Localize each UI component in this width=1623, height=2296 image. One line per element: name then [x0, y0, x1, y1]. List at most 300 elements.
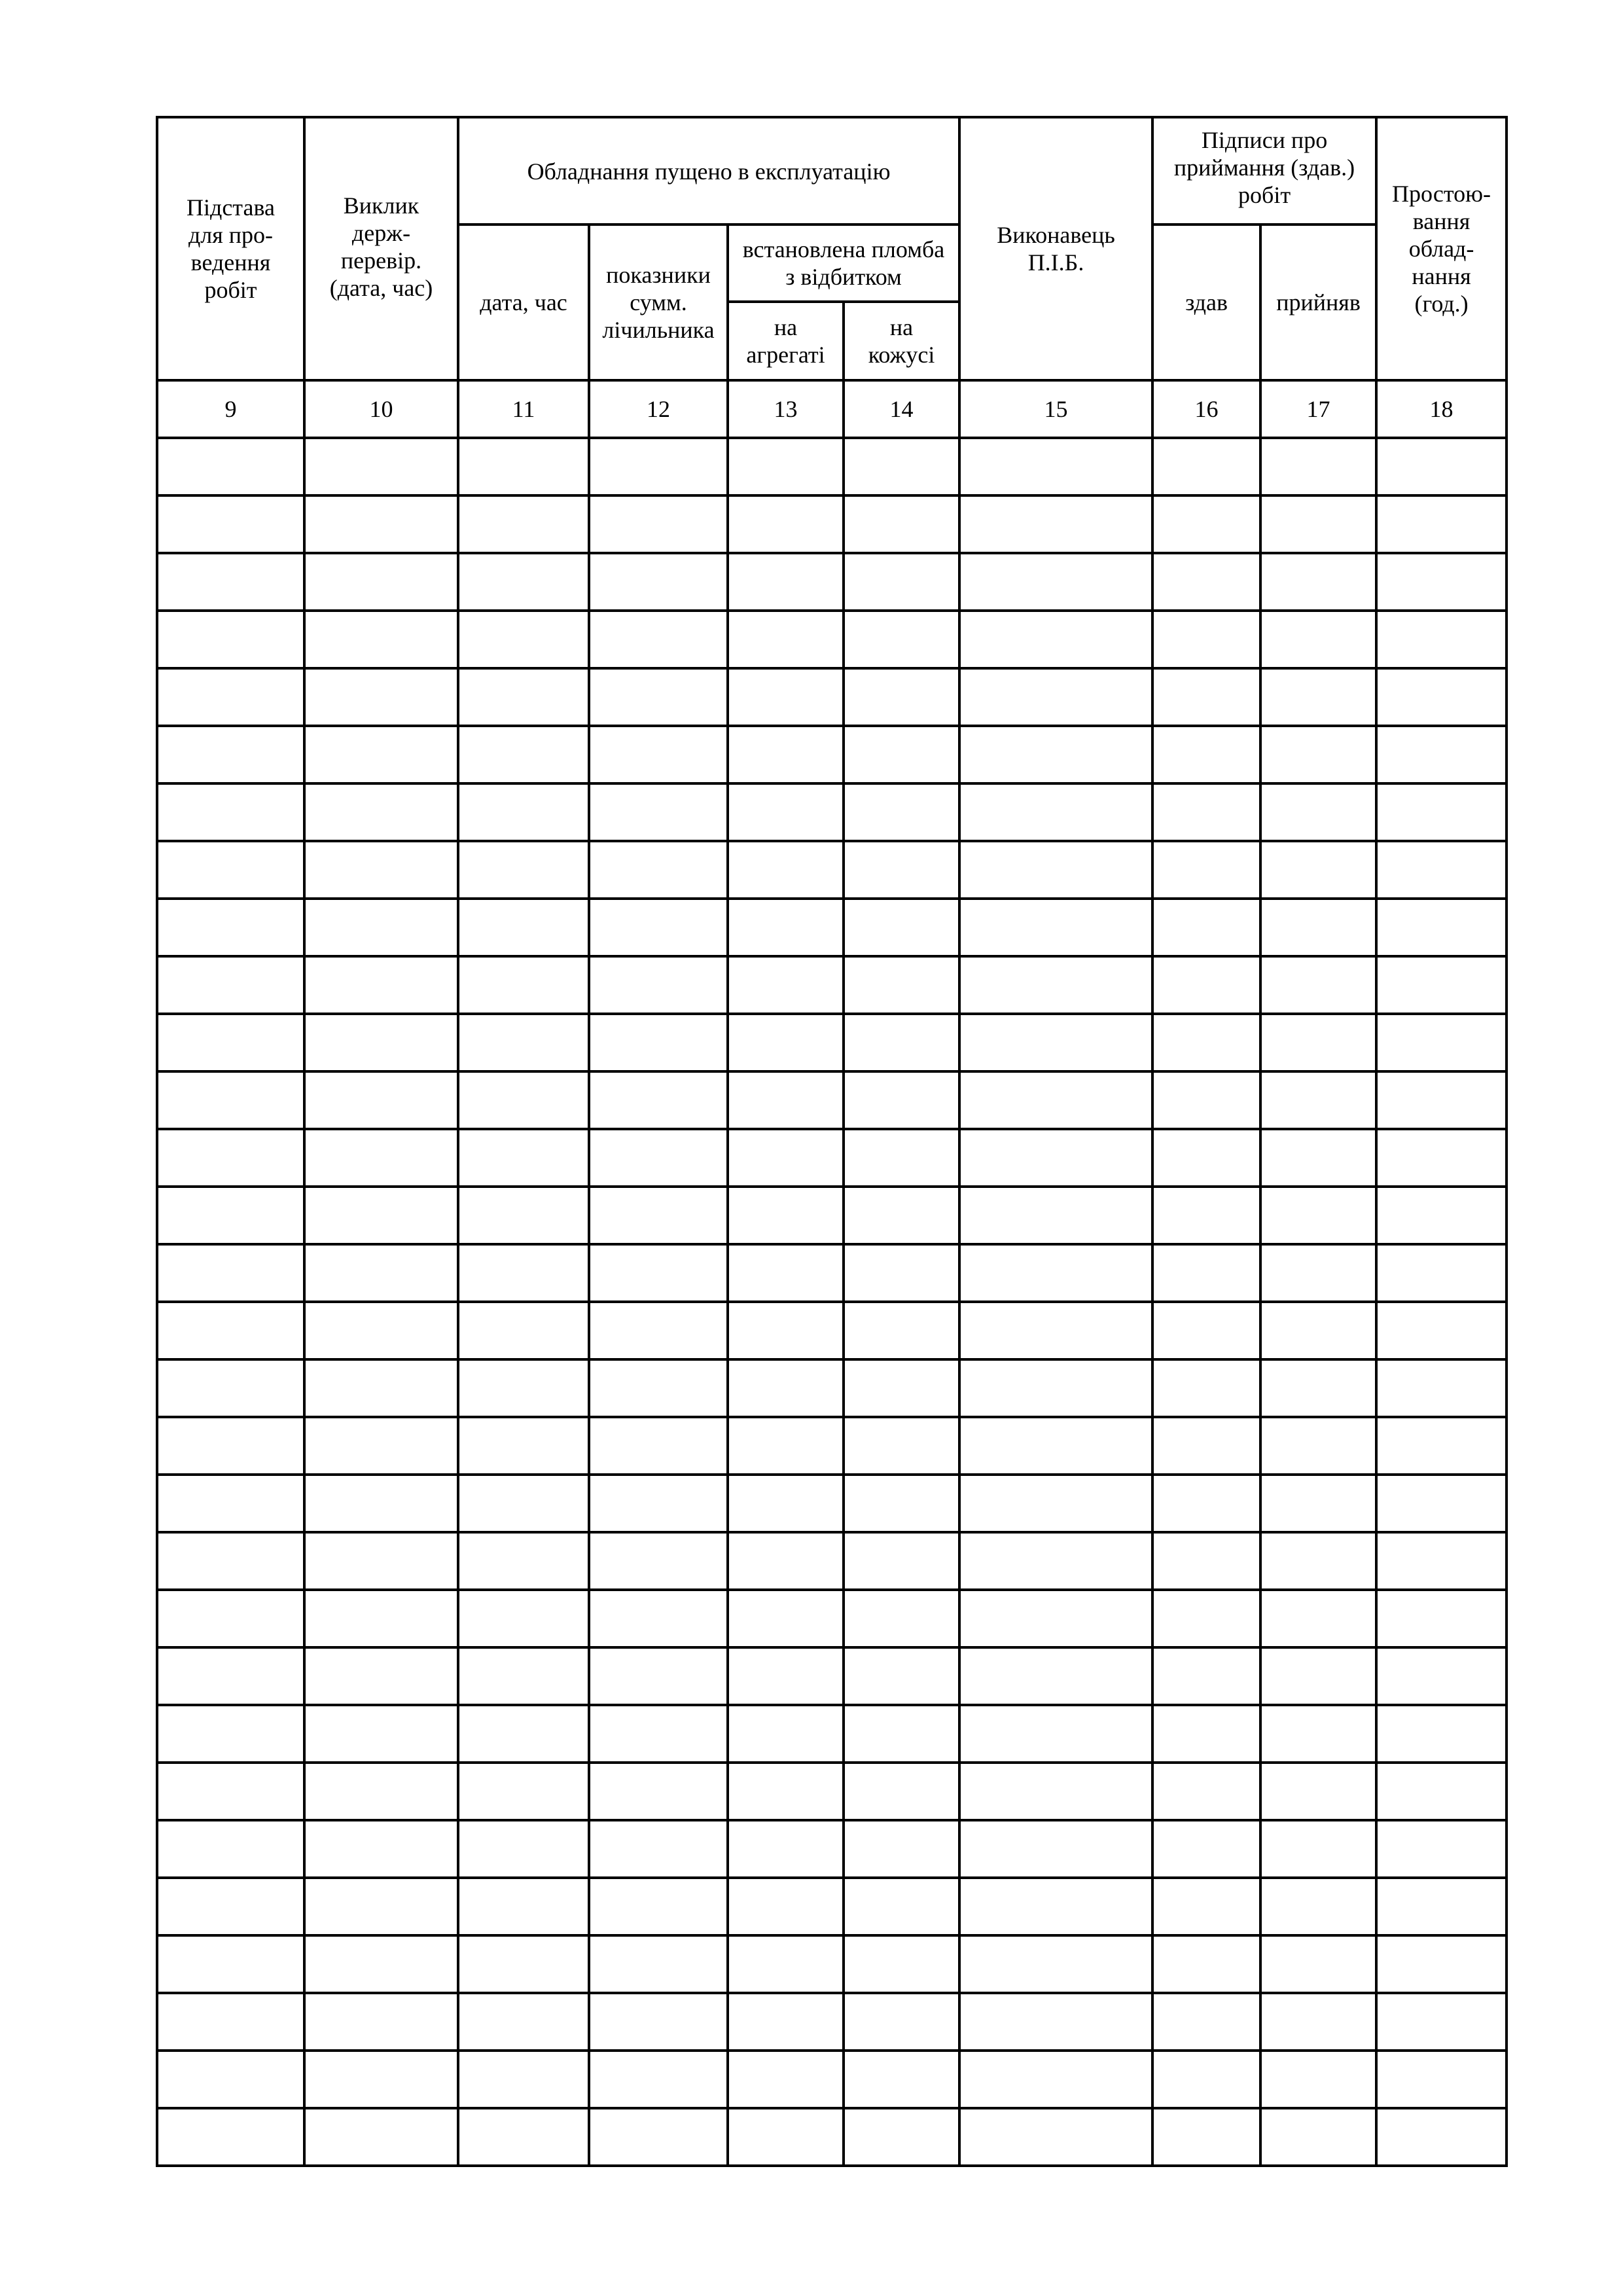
table-cell[interactable]: [589, 1647, 728, 1705]
table-cell[interactable]: [844, 1993, 959, 2051]
table-cell[interactable]: [959, 1071, 1152, 1129]
table-cell[interactable]: [589, 1532, 728, 1590]
table-cell[interactable]: [589, 1590, 728, 1647]
table-cell[interactable]: [458, 1763, 589, 1820]
table-cell[interactable]: [1376, 1935, 1507, 1993]
table-cell[interactable]: [959, 1878, 1152, 1935]
table-cell[interactable]: [1260, 495, 1376, 553]
table-cell[interactable]: [1376, 553, 1507, 611]
table-cell[interactable]: [1152, 1647, 1260, 1705]
table-cell[interactable]: [304, 438, 458, 495]
table-cell[interactable]: [1376, 1129, 1507, 1187]
table-cell[interactable]: [728, 1244, 844, 1302]
table-cell[interactable]: [1152, 1071, 1260, 1129]
table-cell[interactable]: [1260, 783, 1376, 841]
table-cell[interactable]: [304, 1014, 458, 1071]
table-cell[interactable]: [1376, 1359, 1507, 1417]
table-cell[interactable]: [157, 956, 304, 1014]
table-cell[interactable]: [589, 1417, 728, 1475]
table-cell[interactable]: [589, 1878, 728, 1935]
table-cell[interactable]: [304, 553, 458, 611]
table-cell[interactable]: [1260, 1590, 1376, 1647]
table-cell[interactable]: [844, 726, 959, 783]
table-cell[interactable]: [304, 668, 458, 726]
table-cell[interactable]: [458, 553, 589, 611]
table-cell[interactable]: [1376, 899, 1507, 956]
table-cell[interactable]: [304, 783, 458, 841]
table-cell[interactable]: [844, 495, 959, 553]
table-cell[interactable]: [458, 1820, 589, 1878]
table-cell[interactable]: [959, 1129, 1152, 1187]
table-cell[interactable]: [728, 1187, 844, 1244]
table-cell[interactable]: [157, 1359, 304, 1417]
table-cell[interactable]: [1260, 1244, 1376, 1302]
table-cell[interactable]: [157, 1187, 304, 1244]
table-cell[interactable]: [458, 1993, 589, 2051]
table-cell[interactable]: [959, 1820, 1152, 1878]
table-cell[interactable]: [1152, 1935, 1260, 1993]
table-cell[interactable]: [959, 2051, 1152, 2108]
table-cell[interactable]: [1152, 1590, 1260, 1647]
table-cell[interactable]: [959, 438, 1152, 495]
table-cell[interactable]: [1260, 1014, 1376, 1071]
table-cell[interactable]: [589, 1302, 728, 1359]
table-cell[interactable]: [589, 1763, 728, 1820]
table-cell[interactable]: [304, 1129, 458, 1187]
table-cell[interactable]: [1152, 1187, 1260, 1244]
table-cell[interactable]: [1152, 668, 1260, 726]
table-cell[interactable]: [728, 1014, 844, 1071]
table-cell[interactable]: [304, 1359, 458, 1417]
table-cell[interactable]: [1376, 1993, 1507, 2051]
table-cell[interactable]: [458, 1302, 589, 1359]
table-cell[interactable]: [959, 726, 1152, 783]
table-cell[interactable]: [1260, 1705, 1376, 1763]
table-cell[interactable]: [1260, 1993, 1376, 2051]
table-cell[interactable]: [844, 1244, 959, 1302]
table-cell[interactable]: [728, 1763, 844, 1820]
table-cell[interactable]: [1260, 956, 1376, 1014]
table-cell[interactable]: [589, 783, 728, 841]
table-cell[interactable]: [304, 1532, 458, 1590]
table-cell[interactable]: [959, 1014, 1152, 1071]
table-cell[interactable]: [1152, 1820, 1260, 1878]
table-cell[interactable]: [1376, 1532, 1507, 1590]
table-cell[interactable]: [589, 1705, 728, 1763]
table-cell[interactable]: [157, 1417, 304, 1475]
table-cell[interactable]: [157, 841, 304, 899]
table-cell[interactable]: [1152, 495, 1260, 553]
table-cell[interactable]: [589, 1129, 728, 1187]
table-cell[interactable]: [1260, 1071, 1376, 1129]
table-cell[interactable]: [589, 1475, 728, 1532]
table-cell[interactable]: [1376, 2108, 1507, 2166]
table-cell[interactable]: [728, 1705, 844, 1763]
table-cell[interactable]: [1260, 553, 1376, 611]
table-cell[interactable]: [458, 1532, 589, 1590]
table-cell[interactable]: [458, 1071, 589, 1129]
table-cell[interactable]: [1260, 1820, 1376, 1878]
table-cell[interactable]: [157, 1763, 304, 1820]
table-cell[interactable]: [844, 1129, 959, 1187]
table-cell[interactable]: [458, 841, 589, 899]
table-cell[interactable]: [157, 1244, 304, 1302]
table-cell[interactable]: [844, 1705, 959, 1763]
table-cell[interactable]: [157, 1129, 304, 1187]
table-cell[interactable]: [1376, 1244, 1507, 1302]
table-cell[interactable]: [458, 1590, 589, 1647]
table-cell[interactable]: [1152, 899, 1260, 956]
table-cell[interactable]: [1260, 611, 1376, 668]
table-cell[interactable]: [589, 553, 728, 611]
table-cell[interactable]: [1260, 899, 1376, 956]
table-cell[interactable]: [1376, 841, 1507, 899]
table-cell[interactable]: [1152, 611, 1260, 668]
table-cell[interactable]: [458, 495, 589, 553]
table-cell[interactable]: [844, 1417, 959, 1475]
table-cell[interactable]: [157, 899, 304, 956]
table-cell[interactable]: [304, 1417, 458, 1475]
table-cell[interactable]: [1260, 1532, 1376, 1590]
table-cell[interactable]: [728, 438, 844, 495]
table-cell[interactable]: [1376, 2051, 1507, 2108]
table-cell[interactable]: [157, 1820, 304, 1878]
table-cell[interactable]: [959, 1590, 1152, 1647]
table-cell[interactable]: [844, 1302, 959, 1359]
table-cell[interactable]: [728, 1417, 844, 1475]
table-cell[interactable]: [589, 2051, 728, 2108]
table-cell[interactable]: [157, 1705, 304, 1763]
table-cell[interactable]: [458, 956, 589, 1014]
table-cell[interactable]: [844, 1359, 959, 1417]
table-cell[interactable]: [1152, 783, 1260, 841]
table-cell[interactable]: [304, 611, 458, 668]
table-cell[interactable]: [589, 1359, 728, 1417]
table-cell[interactable]: [589, 495, 728, 553]
table-cell[interactable]: [1152, 841, 1260, 899]
table-cell[interactable]: [458, 726, 589, 783]
table-cell[interactable]: [728, 1071, 844, 1129]
table-cell[interactable]: [959, 611, 1152, 668]
table-cell[interactable]: [728, 495, 844, 553]
table-cell[interactable]: [1260, 438, 1376, 495]
table-cell[interactable]: [1376, 1071, 1507, 1129]
table-cell[interactable]: [844, 668, 959, 726]
table-cell[interactable]: [157, 438, 304, 495]
table-cell[interactable]: [458, 611, 589, 668]
table-cell[interactable]: [1152, 1417, 1260, 1475]
table-cell[interactable]: [959, 1705, 1152, 1763]
table-cell[interactable]: [304, 1302, 458, 1359]
table-cell[interactable]: [1376, 1705, 1507, 1763]
table-cell[interactable]: [728, 841, 844, 899]
table-cell[interactable]: [589, 1071, 728, 1129]
table-cell[interactable]: [1152, 1475, 1260, 1532]
table-cell[interactable]: [959, 1302, 1152, 1359]
table-cell[interactable]: [458, 1647, 589, 1705]
table-cell[interactable]: [844, 2051, 959, 2108]
table-cell[interactable]: [1260, 1878, 1376, 1935]
table-cell[interactable]: [1260, 2108, 1376, 2166]
table-cell[interactable]: [844, 2108, 959, 2166]
table-cell[interactable]: [304, 1763, 458, 1820]
table-cell[interactable]: [304, 1935, 458, 1993]
table-cell[interactable]: [844, 1014, 959, 1071]
table-cell[interactable]: [1152, 1532, 1260, 1590]
table-cell[interactable]: [589, 956, 728, 1014]
table-cell[interactable]: [458, 1417, 589, 1475]
table-cell[interactable]: [589, 1935, 728, 1993]
table-cell[interactable]: [1376, 611, 1507, 668]
table-cell[interactable]: [728, 611, 844, 668]
table-cell[interactable]: [1260, 1763, 1376, 1820]
table-cell[interactable]: [1260, 1935, 1376, 1993]
table-cell[interactable]: [589, 1187, 728, 1244]
table-cell[interactable]: [1260, 726, 1376, 783]
table-cell[interactable]: [458, 1129, 589, 1187]
table-cell[interactable]: [959, 1532, 1152, 1590]
table-cell[interactable]: [728, 956, 844, 1014]
table-cell[interactable]: [458, 1359, 589, 1417]
table-cell[interactable]: [304, 2108, 458, 2166]
table-cell[interactable]: [844, 1532, 959, 1590]
table-cell[interactable]: [304, 1705, 458, 1763]
table-cell[interactable]: [844, 438, 959, 495]
table-cell[interactable]: [1152, 1878, 1260, 1935]
table-cell[interactable]: [1260, 1475, 1376, 1532]
table-cell[interactable]: [589, 2108, 728, 2166]
table-cell[interactable]: [157, 783, 304, 841]
table-cell[interactable]: [458, 2051, 589, 2108]
table-cell[interactable]: [304, 1590, 458, 1647]
table-cell[interactable]: [1376, 956, 1507, 1014]
table-cell[interactable]: [304, 1993, 458, 2051]
table-cell[interactable]: [728, 2051, 844, 2108]
table-cell[interactable]: [959, 1417, 1152, 1475]
table-cell[interactable]: [304, 1475, 458, 1532]
table-cell[interactable]: [458, 1244, 589, 1302]
table-cell[interactable]: [304, 1187, 458, 1244]
table-cell[interactable]: [157, 2051, 304, 2108]
table-cell[interactable]: [959, 1359, 1152, 1417]
table-cell[interactable]: [1152, 1359, 1260, 1417]
table-cell[interactable]: [589, 1014, 728, 1071]
table-cell[interactable]: [589, 438, 728, 495]
table-cell[interactable]: [959, 783, 1152, 841]
table-cell[interactable]: [304, 1820, 458, 1878]
table-cell[interactable]: [959, 553, 1152, 611]
table-cell[interactable]: [844, 1820, 959, 1878]
table-cell[interactable]: [844, 1475, 959, 1532]
table-cell[interactable]: [728, 1302, 844, 1359]
table-cell[interactable]: [959, 1647, 1152, 1705]
table-cell[interactable]: [844, 1071, 959, 1129]
table-cell[interactable]: [589, 611, 728, 668]
table-cell[interactable]: [959, 495, 1152, 553]
table-cell[interactable]: [157, 1014, 304, 1071]
table-cell[interactable]: [1376, 1187, 1507, 1244]
table-cell[interactable]: [304, 1071, 458, 1129]
table-cell[interactable]: [844, 611, 959, 668]
table-cell[interactable]: [304, 726, 458, 783]
table-cell[interactable]: [458, 2108, 589, 2166]
table-cell[interactable]: [1152, 553, 1260, 611]
table-cell[interactable]: [304, 899, 458, 956]
table-cell[interactable]: [959, 1993, 1152, 2051]
table-cell[interactable]: [728, 668, 844, 726]
table-cell[interactable]: [1376, 1014, 1507, 1071]
table-cell[interactable]: [304, 495, 458, 553]
table-cell[interactable]: [844, 841, 959, 899]
table-cell[interactable]: [458, 899, 589, 956]
table-cell[interactable]: [1152, 1244, 1260, 1302]
table-cell[interactable]: [458, 1935, 589, 1993]
table-cell[interactable]: [589, 1993, 728, 2051]
table-cell[interactable]: [1260, 668, 1376, 726]
table-cell[interactable]: [1260, 1187, 1376, 1244]
table-cell[interactable]: [844, 1878, 959, 1935]
table-cell[interactable]: [157, 1878, 304, 1935]
table-cell[interactable]: [959, 668, 1152, 726]
table-cell[interactable]: [157, 1071, 304, 1129]
table-cell[interactable]: [728, 1359, 844, 1417]
table-cell[interactable]: [589, 726, 728, 783]
table-cell[interactable]: [1376, 1417, 1507, 1475]
table-cell[interactable]: [728, 726, 844, 783]
table-cell[interactable]: [1376, 1878, 1507, 1935]
table-cell[interactable]: [1152, 726, 1260, 783]
table-cell[interactable]: [1376, 726, 1507, 783]
table-cell[interactable]: [1376, 783, 1507, 841]
table-cell[interactable]: [1152, 1129, 1260, 1187]
table-cell[interactable]: [1260, 841, 1376, 899]
table-cell[interactable]: [1152, 1302, 1260, 1359]
table-cell[interactable]: [157, 668, 304, 726]
table-cell[interactable]: [844, 553, 959, 611]
table-cell[interactable]: [1376, 668, 1507, 726]
table-cell[interactable]: [157, 2108, 304, 2166]
table-cell[interactable]: [959, 2108, 1152, 2166]
table-cell[interactable]: [1260, 1302, 1376, 1359]
table-cell[interactable]: [1152, 438, 1260, 495]
table-cell[interactable]: [959, 1244, 1152, 1302]
table-cell[interactable]: [1152, 1763, 1260, 1820]
table-cell[interactable]: [304, 2051, 458, 2108]
table-cell[interactable]: [304, 1647, 458, 1705]
table-cell[interactable]: [157, 1475, 304, 1532]
table-cell[interactable]: [728, 1647, 844, 1705]
table-cell[interactable]: [458, 1705, 589, 1763]
table-cell[interactable]: [1152, 2108, 1260, 2166]
table-cell[interactable]: [844, 956, 959, 1014]
table-cell[interactable]: [1152, 1705, 1260, 1763]
table-cell[interactable]: [1376, 1647, 1507, 1705]
table-cell[interactable]: [589, 841, 728, 899]
table-cell[interactable]: [157, 611, 304, 668]
table-cell[interactable]: [844, 1187, 959, 1244]
table-cell[interactable]: [1376, 438, 1507, 495]
table-cell[interactable]: [844, 1590, 959, 1647]
table-cell[interactable]: [1152, 956, 1260, 1014]
table-cell[interactable]: [728, 1878, 844, 1935]
table-cell[interactable]: [157, 726, 304, 783]
table-cell[interactable]: [959, 1763, 1152, 1820]
table-cell[interactable]: [959, 841, 1152, 899]
table-cell[interactable]: [157, 495, 304, 553]
table-cell[interactable]: [304, 1878, 458, 1935]
table-cell[interactable]: [844, 899, 959, 956]
table-cell[interactable]: [1260, 1417, 1376, 1475]
table-cell[interactable]: [157, 553, 304, 611]
table-cell[interactable]: [728, 1532, 844, 1590]
table-cell[interactable]: [728, 1475, 844, 1532]
table-cell[interactable]: [1260, 1359, 1376, 1417]
table-cell[interactable]: [728, 553, 844, 611]
table-cell[interactable]: [844, 1647, 959, 1705]
table-cell[interactable]: [728, 1590, 844, 1647]
table-cell[interactable]: [304, 841, 458, 899]
table-cell[interactable]: [1152, 1993, 1260, 2051]
table-cell[interactable]: [157, 1302, 304, 1359]
table-cell[interactable]: [1376, 1475, 1507, 1532]
table-cell[interactable]: [589, 668, 728, 726]
table-cell[interactable]: [1376, 495, 1507, 553]
table-cell[interactable]: [157, 1532, 304, 1590]
table-cell[interactable]: [458, 1014, 589, 1071]
table-cell[interactable]: [458, 1187, 589, 1244]
table-cell[interactable]: [959, 899, 1152, 956]
table-cell[interactable]: [959, 1475, 1152, 1532]
table-cell[interactable]: [157, 1647, 304, 1705]
table-cell[interactable]: [157, 1590, 304, 1647]
table-cell[interactable]: [1152, 2051, 1260, 2108]
table-cell[interactable]: [959, 956, 1152, 1014]
table-cell[interactable]: [589, 899, 728, 956]
table-cell[interactable]: [589, 1244, 728, 1302]
table-cell[interactable]: [304, 956, 458, 1014]
table-cell[interactable]: [458, 668, 589, 726]
table-cell[interactable]: [589, 1820, 728, 1878]
table-cell[interactable]: [458, 438, 589, 495]
table-cell[interactable]: [844, 1763, 959, 1820]
table-cell[interactable]: [728, 899, 844, 956]
table-cell[interactable]: [959, 1187, 1152, 1244]
table-cell[interactable]: [728, 1129, 844, 1187]
table-cell[interactable]: [728, 1935, 844, 1993]
table-cell[interactable]: [844, 1935, 959, 1993]
table-cell[interactable]: [728, 783, 844, 841]
table-cell[interactable]: [1376, 1590, 1507, 1647]
table-cell[interactable]: [1260, 2051, 1376, 2108]
table-cell[interactable]: [1260, 1129, 1376, 1187]
table-cell[interactable]: [1376, 1302, 1507, 1359]
table-cell[interactable]: [1376, 1763, 1507, 1820]
table-cell[interactable]: [304, 1244, 458, 1302]
table-cell[interactable]: [728, 1993, 844, 2051]
table-cell[interactable]: [157, 1993, 304, 2051]
table-cell[interactable]: [728, 1820, 844, 1878]
table-cell[interactable]: [844, 783, 959, 841]
table-cell[interactable]: [1260, 1647, 1376, 1705]
table-cell[interactable]: [458, 783, 589, 841]
table-cell[interactable]: [1152, 1014, 1260, 1071]
table-cell[interactable]: [157, 1935, 304, 1993]
table-cell[interactable]: [959, 1935, 1152, 1993]
table-cell[interactable]: [458, 1475, 589, 1532]
table-cell[interactable]: [1376, 1820, 1507, 1878]
table-cell[interactable]: [728, 2108, 844, 2166]
table-cell[interactable]: [458, 1878, 589, 1935]
